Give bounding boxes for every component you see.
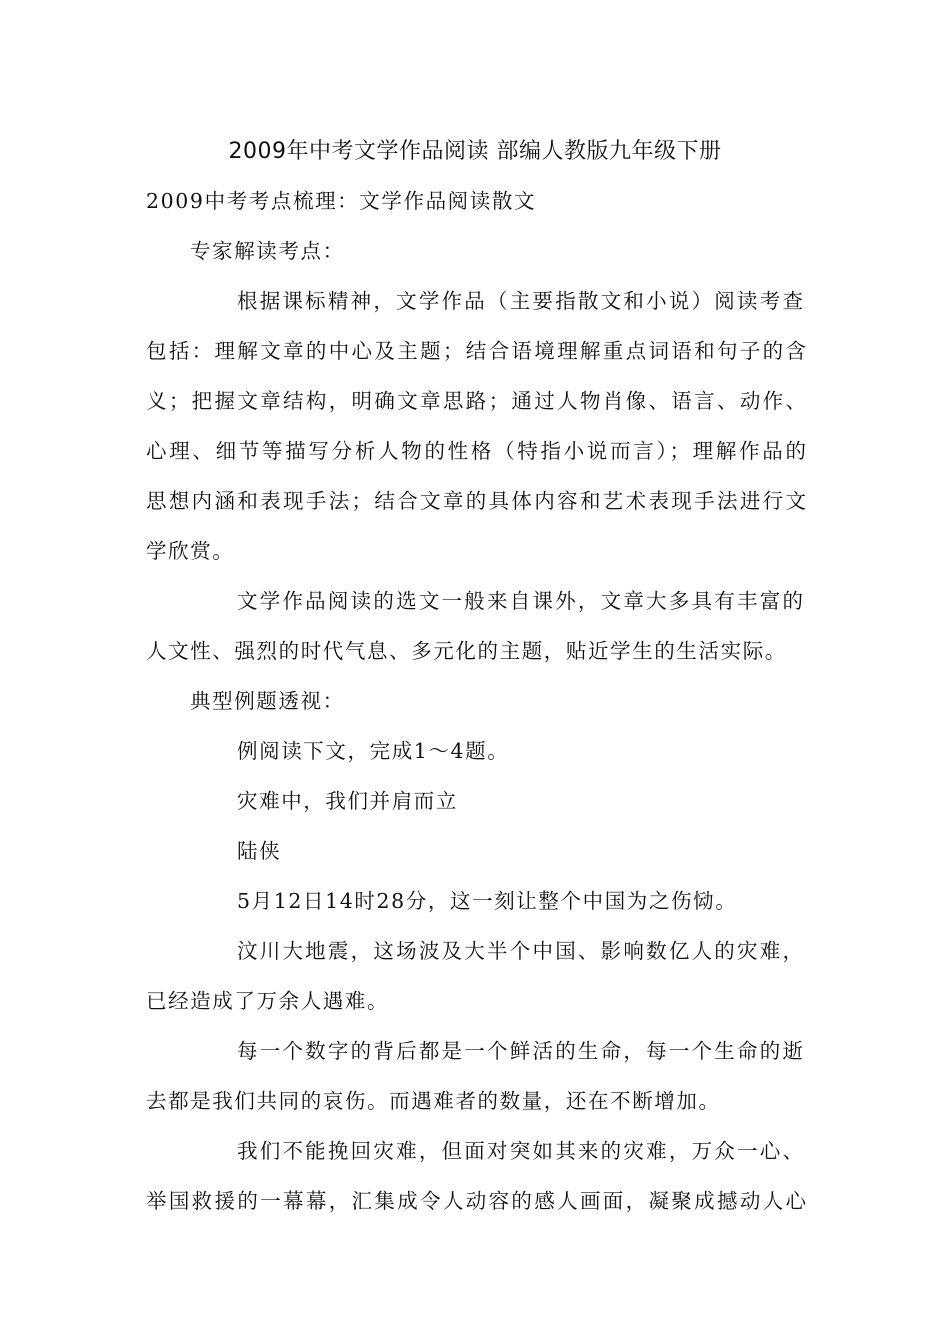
example-prompt: 例阅读下文，完成1～4题。 bbox=[237, 739, 510, 763]
paragraph-line: 我们不能挽回灾难，但面对突如其来的灾难，万众一心、 bbox=[237, 1139, 803, 1163]
paragraph-line: 思想内涵和表现手法；结合文章的具体内容和艺术表现手法进行文 bbox=[146, 489, 806, 513]
paragraph-line: 义；把握文章结构，明确文章思路；通过人物肖像、语言、动作、 bbox=[146, 389, 806, 413]
paragraph-line: 文学作品阅读的选文一般来自课外，文章大多具有丰富的 bbox=[237, 589, 803, 613]
paragraph-line: 根据课标精神，文学作品（主要指散文和小说）阅读考查 bbox=[237, 289, 803, 313]
subsection-heading: 专家解读考点： bbox=[190, 239, 345, 263]
paragraph-line: 汶川大地震，这场波及大半个中国、影响数亿人的灾难， bbox=[237, 939, 803, 963]
paragraph-line: 去都是我们共同的哀伤。而遇难者的数量，还在不断增加。 bbox=[146, 1089, 721, 1113]
paragraph-line: 举国救援的一幕幕，汇集成令人动容的感人画面，凝聚成撼动人心 bbox=[146, 1189, 806, 1213]
article-title: 灾难中，我们并肩而立 bbox=[237, 789, 458, 813]
paragraph-line: 心理、细节等描写分析人物的性格（特指小说而言）；理解作品的 bbox=[146, 439, 806, 463]
subsection-heading: 典型例题透视： bbox=[190, 689, 345, 713]
paragraph-line: 每一个数字的背后都是一个鲜活的生命，每一个生命的逝 bbox=[237, 1039, 803, 1063]
paragraph-line: 学欣赏。 bbox=[146, 539, 235, 563]
section-heading: 2009中考考点梳理：文学作品阅读散文 bbox=[146, 189, 537, 213]
article-author: 陆侠 bbox=[237, 839, 282, 863]
paragraph-line: 包括：理解文章的中心及主题；结合语境理解重点词语和句子的含 bbox=[146, 339, 806, 363]
document-title: 2009年中考文学作品阅读 部编人教版九年级下册 bbox=[228, 139, 722, 164]
paragraph-line: 人文性、强烈的时代气息、多元化的主题，贴近学生的生活实际。 bbox=[146, 639, 787, 663]
paragraph-line: 5月12日14时28分，这一刻让整个中国为之伤恸。 bbox=[237, 889, 738, 913]
paragraph-line: 已经造成了万余人遇难。 bbox=[146, 989, 390, 1013]
